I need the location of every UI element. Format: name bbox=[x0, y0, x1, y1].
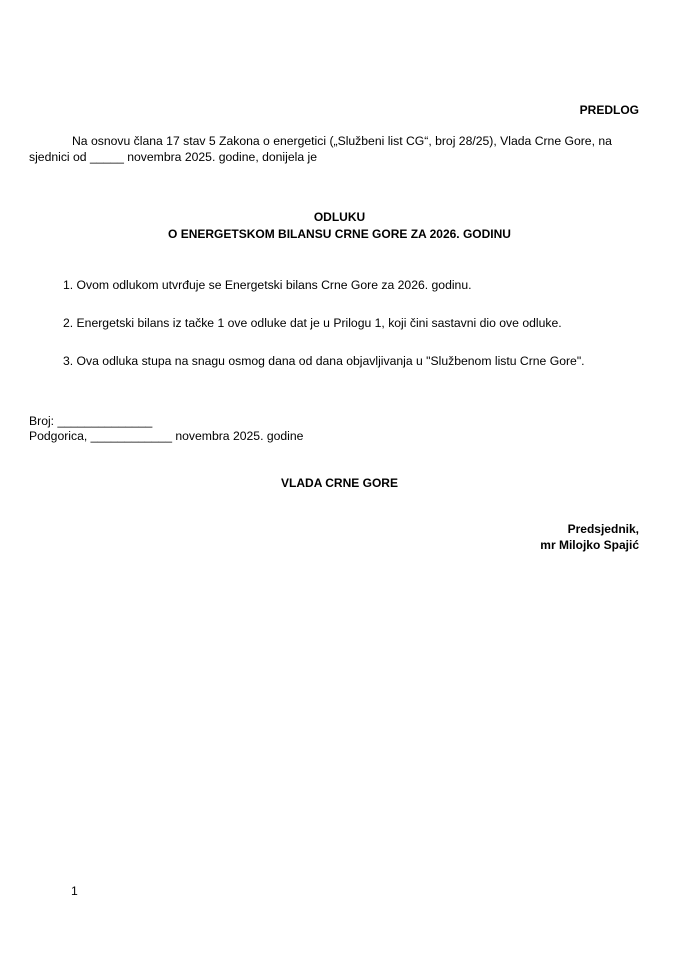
article-item-1: 1. Ovom odlukom utvrđuje se Energetski bilans Crne Gore za 2026. godinu. bbox=[63, 278, 472, 292]
page-number: 1 bbox=[71, 884, 78, 898]
decision-subtitle: O ENERGETSKOM BILANSU CRNE GORE ZA 2026. GODINU bbox=[168, 227, 511, 241]
signatory-name: mr Milojko Spajić bbox=[540, 538, 639, 552]
proposal-label: PREDLOG bbox=[579, 103, 639, 117]
article-item-3: 3. Ova odluka stupa na snagu osmog dana od dana objavljivanja u "Službenom listu Crne Gore". bbox=[63, 354, 585, 368]
preamble-paragraph: Na osnovu člana 17 stav 5 Zakona o energetici („Službeni list CG“, broj 28/25), Vlada Crne Gore, na sjednici od _____ novembra 2025. godine, donijela je bbox=[29, 134, 612, 164]
document-number-line: Broj: ______________ bbox=[29, 414, 153, 428]
signatory-role: Predsjednik, bbox=[567, 522, 639, 536]
article-item-2: 2. Energetski bilans iz tačke 1 ove odluke dat je u Prilogu 1, koji čini sastavni dio ove odluke. bbox=[63, 316, 562, 330]
signature-block bbox=[540, 521, 639, 553]
decision-title: ODLUKU bbox=[313, 210, 366, 224]
place-date-line: Podgorica, ____________ novembra 2025. godine bbox=[29, 429, 304, 443]
government-name: VLADA CRNE GORE bbox=[281, 476, 398, 490]
